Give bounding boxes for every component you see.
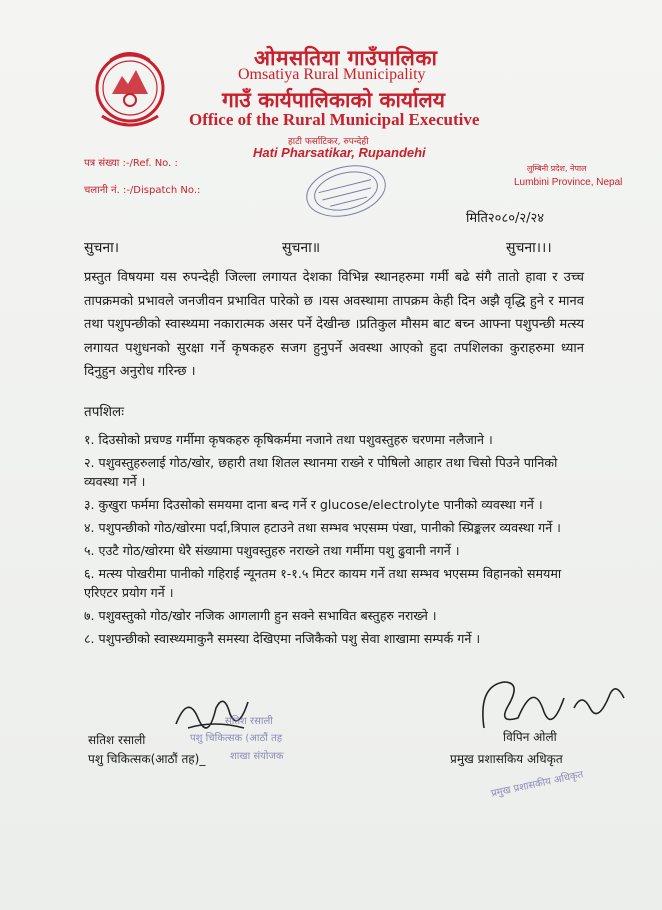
list-item: ३. कुखुरा फर्ममा दिउसोको समयमा दाना बन्द गर्ने र glucose/electrolyte पानीको व्यवस्था गर्ने । [84, 497, 543, 513]
ref-number: पत्र संख्या :-/Ref. No. : [84, 158, 178, 169]
office-stamp-icon [297, 160, 395, 222]
org-name-en: Omsatiya Rural Municipality [238, 66, 426, 83]
list-item: ७. पशुवस्तुको गोठ/खोर नजिक आगलागी हुन सक्ने सभावित बस्तुहरु नराख्ने । [84, 607, 437, 623]
list-item: ५. एउटै गोठ/खोरमा धेरै संख्यामा पशुवस्तुहरु नराख्ने तथा गर्मीमा पशु ढुवानी नगर्ने । [84, 542, 460, 558]
municipality-emblem-icon [92, 48, 168, 134]
left-stamp-mark: सतिश रसाली [225, 716, 273, 727]
left-signatory-title: पशु चिकित्सक(आठौं तह)_ [88, 752, 206, 766]
letter-date: मिति२०८०/२/२४ [466, 211, 544, 226]
list-item: २. पशुवस्तुहरुलाई गोठ/खोर, छहारी तथा शितल स्थानमा राख्ने र पोषिलो आहार तथा चिसो पिउने पानिको व्यवस्था गर्ने । [84, 454, 558, 490]
right-signatory-name: विपिन ओली [503, 730, 557, 744]
left-signatory-name: सतिश रसाली [88, 733, 146, 747]
office-name-en: Office of the Rural Municipal Executive [189, 110, 480, 129]
dispatch-number: चलानी नं. :-/Dispatch No.: [84, 185, 201, 196]
org-name-np: ओमसतिया गाउँपालिका [254, 45, 438, 70]
left-stamp-mark: शाखा संयोजक [230, 751, 284, 762]
right-signatory-title: प्रमुख प्रशासकिय अधिकृत [450, 752, 563, 766]
address-en: Hati Pharsatikar, Rupandehi [253, 145, 426, 160]
list-item: ४. पशुपन्छीको गोठ/खोरमा पर्दा,त्रिपाल हटाउने तथा सम्भव भएसम्म पंखा, पानीको स्प्रिङ्कलर व्यवस्था गर्ने । [84, 519, 561, 535]
right-stamp-mark: प्रमुख प्रशासकीय अधिकृत [490, 769, 585, 800]
office-name-np: गाउँ कार्यपालिकाको कार्यालय [222, 87, 445, 112]
list-item: ८. पशुपन्छीको स्वास्थ्यमाकुनै समस्या देखिएमा नजिकैको पशु सेवा शाखामा सम्पर्क गर्ने । [84, 630, 481, 646]
notice-heading-3: सुचना।।। [506, 240, 552, 256]
province-np: लुम्बिनी प्रदेश, नेपाल [527, 164, 587, 173]
notice-heading-1: सुचना। [84, 240, 120, 256]
list-item: १. दिउसोको प्रचण्ड गर्मीमा कृषकहरु कृषिकर्ममा नजाने तथा पशुवस्तुहरु चरणमा नलैजाने । [84, 432, 493, 447]
list-item: ६. मत्स्य पोखरीमा पानीको गहिराई न्यूनतम १-१.५ मिटर कायम गर्ने तथा सम्भव भएसम्म विहानको समयमा एरिएटर प्रयोग गर्ने । [84, 565, 562, 601]
address-np: हाटी फर्साटिकर, रुपन्देही [288, 137, 369, 147]
notice-heading-2: सुचना॥ [282, 240, 321, 256]
instruction-list [84, 430, 589, 651]
province-en: Lumbini Province, Nepal [514, 177, 623, 188]
left-stamp-mark: पशु चिकित्सक (आठौं तह [190, 733, 283, 744]
body-paragraph: प्रस्तुत विषयमा यस रुपन्देही जिल्ला लगायत देशका विभिन्न स्थानहरुमा गर्मी बढे संगै तातो हावा र उच्च तापक्रमको प्रभावले जनजीवन प्रभावित पारेको छ ।यस अवस्थामा तापक्रम केही दिन अझै वृद्धि हुने र मानव तथा पशुपन्छीको स्वास्थ्यमा नकारात्मक असर पर्ने देखीन्छ ।प्रतिकुल मौसम बाट बच्न आफ्ना पशुपन्छी मत्स्य लगायत पशुधनको सुरक्षा गर्ने कृषकहरु सजग हुनुपर्ने अवस्था आएको हुदा तपशिलका कुराहरुमा ध्यान दिनुहुन अनुरोध गरिन्छ । [84, 270, 584, 380]
list-heading: तपशिलः [84, 404, 124, 420]
